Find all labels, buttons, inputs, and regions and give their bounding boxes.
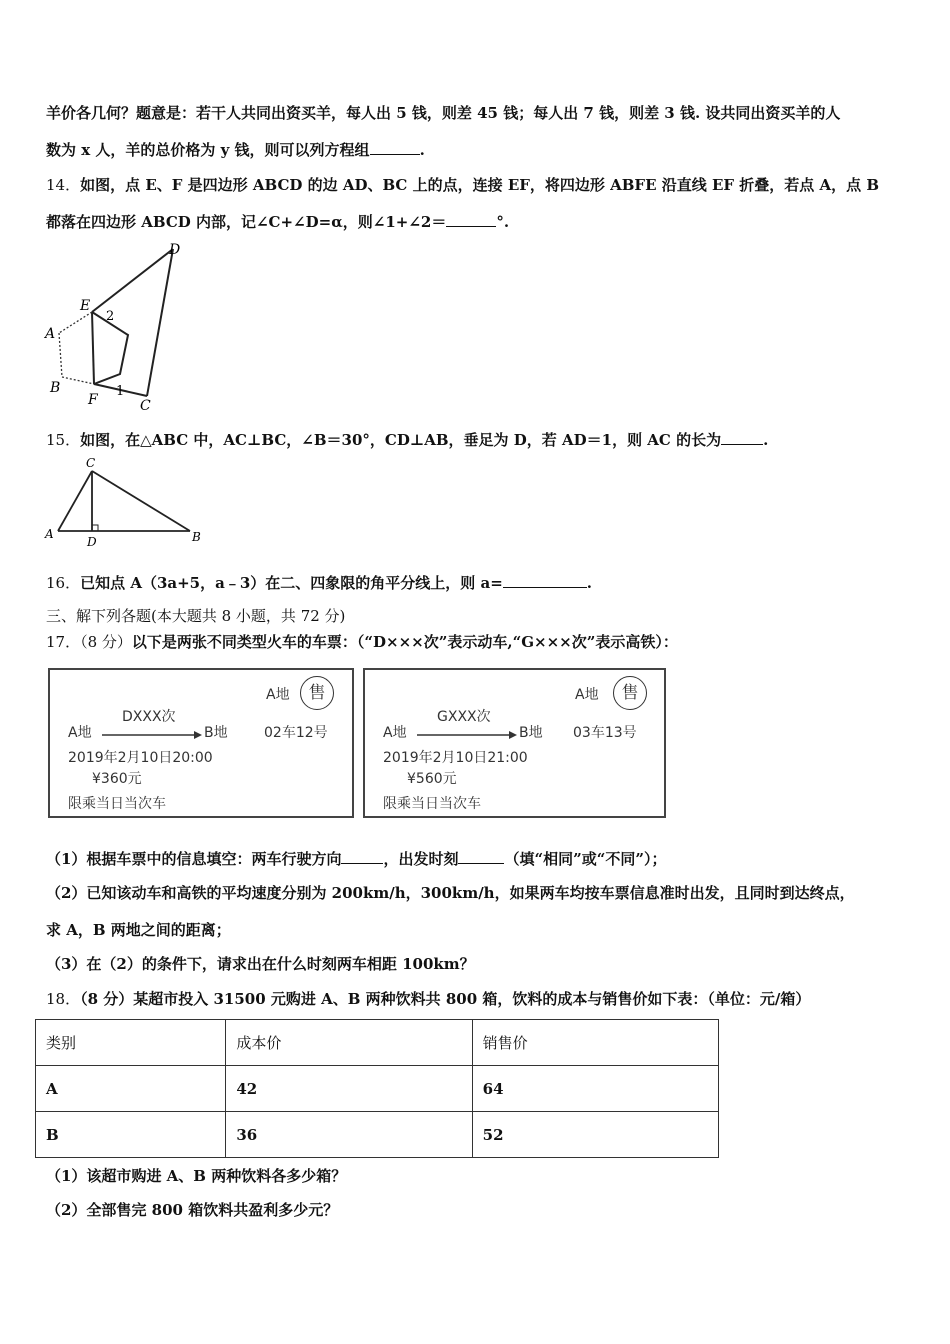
q17-direction-blank[interactable] (341, 849, 383, 864)
q17-time-blank[interactable] (458, 849, 504, 864)
q17-sub1-mid: ，出发时刻 (383, 850, 459, 868)
q14-line1 (46, 175, 879, 195)
ticket2-from: A地 (383, 725, 407, 741)
q15-end: . (763, 431, 769, 449)
q15-label-B: B (192, 530, 201, 544)
q16-answer-blank[interactable] (503, 573, 587, 588)
ticket2-price: ¥560元 (407, 771, 457, 787)
q17-number: 17． (46, 633, 81, 651)
cost-price-table (35, 1019, 719, 1158)
q14-number: 14． (46, 176, 81, 194)
q14-line2-end: °. (496, 213, 510, 231)
q14-figure (40, 238, 190, 413)
q15-label-C: C (86, 456, 96, 470)
q17-sub1-text: （1）根据车票中的信息填空：两车行驶方向 (46, 850, 342, 868)
ticket1-price: ¥360元 (92, 771, 142, 787)
q14-answer-blank[interactable] (446, 212, 496, 227)
table-row (36, 1066, 719, 1112)
ticket1-arrow-icon (102, 730, 202, 740)
ticket2-arrow-icon (417, 730, 517, 740)
table-cell: A (36, 1066, 226, 1112)
q14-angle-1: 1 (116, 384, 125, 399)
q15-figure (40, 455, 210, 550)
q17-intro: 以下是两张不同类型火车的车票：（“D×××次”表示动车,“G×××次”表示高铁）： (131, 633, 678, 651)
q15-answer-blank[interactable] (721, 430, 763, 445)
ticket1-datetime: 2019年2月10日20:00 (68, 750, 213, 766)
q17-sub3: （3）在（2）的条件下，请求出在什么时刻两车相距 100km？ (46, 955, 475, 973)
ticket2-datetime: 2019年2月10日21:00 (383, 750, 528, 766)
ticket1-from: A地 (68, 725, 92, 741)
q15-line (46, 430, 768, 450)
q16-text: 已知点 A（3a+5，a﹣3）在二、四象限的角平分线上，则 a= (80, 574, 503, 592)
q14-label-A: A (45, 326, 56, 342)
q17-sub1 (46, 849, 666, 869)
q14-line2 (46, 212, 509, 232)
table-header-row (36, 1020, 719, 1066)
table-cell: 42 (226, 1066, 472, 1112)
q14-label-B: B (50, 380, 61, 396)
ticket-gaotie (363, 668, 666, 818)
q16-end: . (586, 574, 593, 592)
ticket-dongche (48, 668, 354, 818)
q13-line2 (46, 140, 425, 160)
ticket1-train: DXXX次 (122, 709, 176, 725)
ticket1-note: 限乘当日当次车 (68, 796, 166, 812)
q17-intro-line (46, 632, 678, 652)
q17-score: （8 分） (80, 633, 132, 651)
q14-label-F: F (88, 392, 98, 408)
ticket1-to: B地 (204, 725, 228, 741)
q13-line2-text: 数为 x 人，羊的总价格为 y 钱，则可以列方程组 (46, 141, 370, 159)
ticket2-seat: 03车13号 (573, 725, 637, 741)
ticket1-seat: 02车12号 (264, 725, 328, 741)
q14-label-E: E (80, 298, 91, 314)
q18-sub2: （2）全部售完 800 箱饮料共盈利多少元？ (46, 1201, 339, 1219)
q15-label-A: A (45, 527, 54, 541)
q18-sub1: （1）该超市购进 A、B 两种饮料各多少箱？ (46, 1167, 347, 1185)
section3-title: 三、解下列各题(本大题共 8 小题，共 72 分) (46, 607, 346, 625)
q17-sub1-end: （填“相同”或“不同”）； (504, 850, 667, 868)
ticket2-station: A地 (575, 687, 599, 703)
table-header-cell: 成本价 (226, 1020, 472, 1066)
q16-number: 16． (46, 574, 81, 592)
table-cell: 36 (226, 1112, 472, 1158)
q14-label-C: C (140, 398, 151, 413)
q14-text2: 都落在四边形 ABCD 内部，记∠C+∠D=α，则∠1+∠2＝ (46, 213, 447, 231)
ticket2-to: B地 (519, 725, 543, 741)
table-cell: 64 (472, 1066, 718, 1112)
q13-line2-end: . (419, 141, 425, 159)
table-row (36, 1112, 719, 1158)
table-header-cell: 类别 (36, 1020, 226, 1066)
q17-sub2-line2: 求 A，B 两地之间的距离； (46, 921, 231, 939)
ticket1-station: A地 (266, 687, 290, 703)
q14-angle-2: 2 (106, 309, 115, 324)
q14-text1: 如图，点 E、F 是四边形 ABCD 的边 AD、BC 上的点，连接 EF，将四边形 ABFE 沿直线 EF 折叠，若点 A，点 B (80, 176, 880, 194)
q15-label-D: D (87, 535, 97, 549)
q14-label-D: D (169, 242, 181, 258)
q15-number: 15． (46, 431, 81, 449)
table-cell: B (36, 1112, 226, 1158)
q18-number: 18． (46, 990, 81, 1008)
ticket1-seal: 售 (300, 676, 334, 710)
q13-answer-blank[interactable] (370, 140, 420, 155)
ticket2-train: GXXX次 (437, 709, 491, 725)
q16-line (46, 573, 592, 593)
q17-sub2-line1: （2）已知该动车和高铁的平均速度分别为 200km/h，300km/h，如果两车均按车票信息准时出发，且同时到达终点， (46, 884, 855, 902)
ticket2-seal: 售 (613, 676, 647, 710)
table-cell: 52 (472, 1112, 718, 1158)
table-header-cell: 销售价 (472, 1020, 718, 1066)
q18-line (46, 989, 810, 1009)
q15-text: 如图，在△ABC 中，AC⊥BC，∠B＝30°，CD⊥AB，垂足为 D，若 AD＝1，则 AC 的长为 (80, 431, 722, 449)
ticket2-note: 限乘当日当次车 (383, 796, 481, 812)
q13-line1: 羊价各几何？题意是：若干人共同出资买羊，每人出 5 钱，则差 45 钱；每人出 7 钱，则差 3 钱. 设共同出资买羊的人 (46, 104, 841, 122)
q18-text: （8 分）某超市投入 31500 元购进 A、B 两种饮料共 800 箱，饮料的成本与销售价如下表：（单位：元/箱） (80, 990, 811, 1008)
